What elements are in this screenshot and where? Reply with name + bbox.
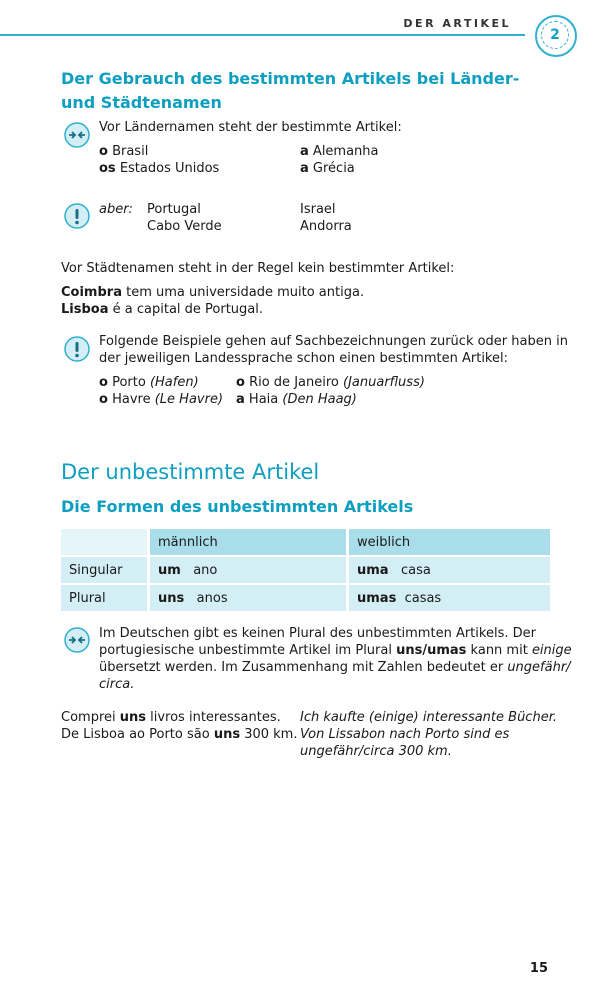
note-sachbezeichnungen: Folgende Beispiele gehen auf Sachbezeichnungen zurück oder haben in der jeweiligen Landessprache schon einen bestimmten Artikel: bbox=[99, 334, 568, 366]
forms-table bbox=[61, 527, 550, 613]
exclamation-icon bbox=[64, 203, 90, 229]
table-header-cell: männlich bbox=[147, 529, 346, 555]
compare-arrows-icon bbox=[64, 627, 90, 653]
table-corner bbox=[61, 529, 147, 555]
table-cell: um ano bbox=[147, 557, 346, 583]
city-example: Lisboa é a capital de Portugal. bbox=[61, 302, 264, 317]
table-header-cell: weiblich bbox=[346, 529, 550, 555]
examples-right bbox=[300, 143, 379, 177]
compare-arrows-icon bbox=[64, 122, 90, 148]
header-rule bbox=[0, 34, 525, 36]
note-laender-intro: Vor Ländernamen steht der bestimmte Artikel: bbox=[99, 120, 402, 135]
example-row: os Estados Unidos bbox=[99, 161, 220, 176]
table-row bbox=[61, 557, 550, 583]
section-title-unbestimmt: Der unbestimmte Artikel bbox=[61, 460, 320, 484]
chapter-number: 2 bbox=[541, 21, 569, 49]
page-number: 15 bbox=[529, 961, 548, 976]
example-row: o Brasil bbox=[99, 144, 149, 159]
section-title-laender: Der Gebrauch des bestimmten Artikels bei Länder- und Städtenamen bbox=[61, 69, 520, 112]
city-example: Coimbra tem uma universidade muito antiga. bbox=[61, 285, 365, 300]
cities-intro: Vor Städtenamen steht in der Regel kein bestimmter Artikel: bbox=[61, 261, 455, 276]
examples-left bbox=[99, 143, 219, 177]
examples-portuguese: Comprei uns livros interessantes. De Lisboa ao Porto são uns 300 km. bbox=[61, 710, 298, 742]
examples-german: Ich kaufte (einige) interessante Bücher. Von Lissabon nach Porto sind es ungefähr/circa 300 km. bbox=[300, 710, 557, 759]
chapter-label: DER ARTIKEL bbox=[403, 17, 511, 30]
table-row bbox=[61, 585, 550, 611]
table-cell: uns anos bbox=[147, 585, 346, 611]
table-row-label: Plural bbox=[61, 585, 147, 611]
table-row-label: Singular bbox=[61, 557, 147, 583]
example-row: a Grécia bbox=[300, 161, 355, 176]
aber-label: aber: bbox=[99, 202, 133, 217]
exclamation-icon bbox=[64, 336, 90, 362]
table-cell: uma casa bbox=[346, 557, 550, 583]
aber-col1: Portugal Cabo Verde bbox=[147, 202, 222, 234]
sach-examples-right: o Rio de Janeiro (Januarfluss) a Haia (Den Haag) bbox=[236, 375, 425, 407]
aber-col2: Israel Andorra bbox=[300, 202, 352, 234]
table-header-row bbox=[61, 529, 550, 555]
sach-examples-left: o Porto (Hafen) o Havre (Le Havre) bbox=[99, 375, 224, 407]
table-cell: umas casas bbox=[346, 585, 550, 611]
note-plural: Im Deutschen gibt es keinen Plural des unbestimmten Artikels. Der portugiesische unbestimmte Artikel im Plural uns/umas kann mit einige übersetzt werden. Im Zusammenhang mit Zahlen bedeutet er ungefähr/ circa. bbox=[99, 626, 572, 692]
subsection-title-formen: Die Formen des unbestimmten Artikels bbox=[61, 497, 414, 516]
city-examples bbox=[61, 284, 364, 318]
example-row: a Alemanha bbox=[300, 144, 379, 159]
